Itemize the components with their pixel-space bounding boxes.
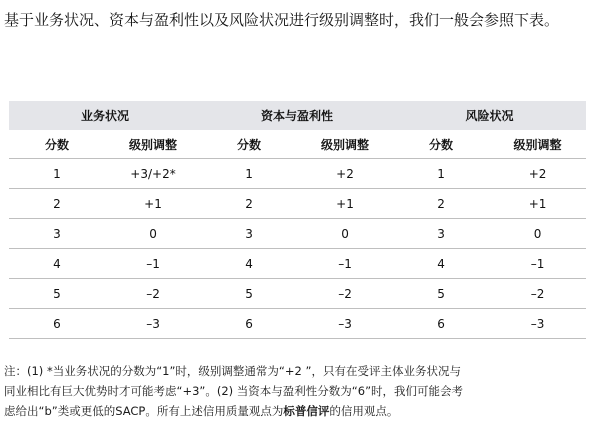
table-cell: 4 <box>201 249 297 279</box>
table-cell: 3 <box>201 219 297 249</box>
table-cell: –2 <box>489 279 586 309</box>
footnote <box>4 361 504 421</box>
table-row <box>9 309 586 339</box>
footnote-line: 注：(1) *当业务状况的分数为“1”时，级别调整通常为“+2 ”，只有在受评主体业务状况与 <box>4 364 461 378</box>
footnote-text: 虑给出“b”类或更低的SACP。所有上述信用质量观点为 <box>4 404 284 418</box>
table-cell: 0 <box>105 219 201 249</box>
group-header-business: 业务状况 <box>9 101 201 130</box>
table-cell: 4 <box>393 249 489 279</box>
sub-header-row <box>9 130 586 159</box>
table-row <box>9 159 586 189</box>
table-cell: +2 <box>489 159 586 189</box>
table-cell: 1 <box>393 159 489 189</box>
table-cell: 2 <box>201 189 297 219</box>
table-cell: –3 <box>105 309 201 339</box>
group-header-row <box>9 101 586 130</box>
rating-adjustment-table-container <box>9 101 586 339</box>
rating-adjustment-table <box>9 101 586 339</box>
table-row <box>9 249 586 279</box>
table-cell: 4 <box>9 249 105 279</box>
table-cell: –1 <box>489 249 586 279</box>
table-row <box>9 279 586 309</box>
table-cell: 0 <box>489 219 586 249</box>
table-cell: 6 <box>201 309 297 339</box>
table-row <box>9 219 586 249</box>
group-header-capital: 资本与盈利性 <box>201 101 393 130</box>
footnote-bold-entity: 标普信评 <box>283 404 330 418</box>
table-cell: +2 <box>297 159 393 189</box>
table-cell: –2 <box>105 279 201 309</box>
footnote-line <box>4 401 504 421</box>
table-cell: –2 <box>297 279 393 309</box>
table-cell: 6 <box>9 309 105 339</box>
sub-header-score: 分数 <box>393 130 489 159</box>
footnote-line: 同业相比有巨大优势时才可能考虑“+3”。(2) 当资本与盈利性分数为“6”时，我们可能会考 <box>4 384 464 398</box>
table-cell: –3 <box>489 309 586 339</box>
intro-paragraph: 基于业务状况、资本与盈利性以及风险状况进行级别调整时，我们一般会参照下表。 <box>4 11 560 29</box>
table-cell: +1 <box>297 189 393 219</box>
table-row <box>9 189 586 219</box>
table-cell: 2 <box>9 189 105 219</box>
table-cell: 3 <box>9 219 105 249</box>
footnote-text: 的信用观点。 <box>329 404 399 418</box>
table-cell: +1 <box>489 189 586 219</box>
table-cell: +3/+2* <box>105 159 201 189</box>
table-cell: 3 <box>393 219 489 249</box>
sub-header-adjustment: 级别调整 <box>297 130 393 159</box>
sub-header-score: 分数 <box>201 130 297 159</box>
table-cell: 1 <box>201 159 297 189</box>
table-cell: –1 <box>297 249 393 279</box>
table-cell: –3 <box>297 309 393 339</box>
sub-header-adjustment: 级别调整 <box>489 130 586 159</box>
sub-header-score: 分数 <box>9 130 105 159</box>
table-cell: 5 <box>201 279 297 309</box>
table-cell: 5 <box>9 279 105 309</box>
group-header-risk: 风险状况 <box>393 101 586 130</box>
table-cell: 2 <box>393 189 489 219</box>
table-cell: 0 <box>297 219 393 249</box>
table-body <box>9 159 586 339</box>
table-cell: 6 <box>393 309 489 339</box>
table-cell: 1 <box>9 159 105 189</box>
table-cell: +1 <box>105 189 201 219</box>
sub-header-adjustment: 级别调整 <box>105 130 201 159</box>
table-cell: 5 <box>393 279 489 309</box>
table-cell: –1 <box>105 249 201 279</box>
